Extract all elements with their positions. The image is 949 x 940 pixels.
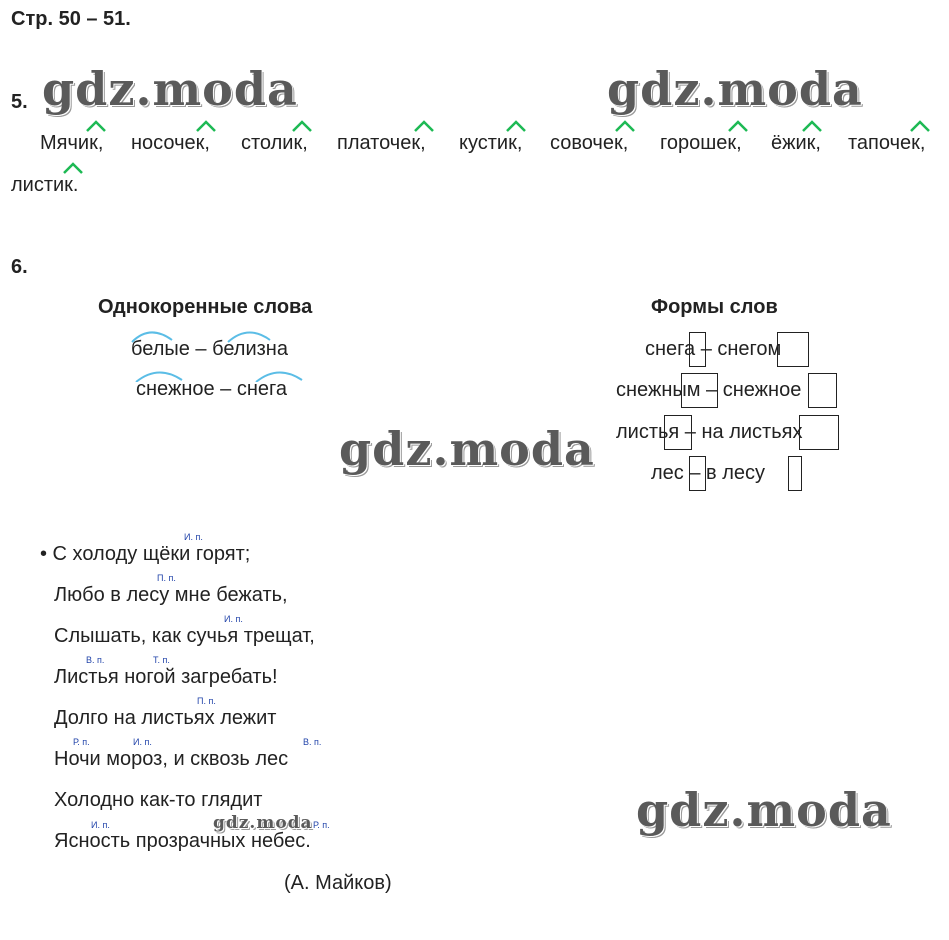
poem-line: Листья ногой загребать! [54, 666, 278, 688]
watermark-logo: gdz.moda [213, 813, 313, 833]
column-title: Формы слов [651, 296, 778, 318]
ending-box [777, 332, 809, 367]
case-label: В. п. [303, 737, 322, 747]
poem-line: Холодно как-то глядит [54, 789, 263, 811]
exercise-number: 6. [11, 256, 28, 278]
poem-line: Слышать, как сучья трещат, [54, 625, 315, 647]
word-forms-row: снежным – снежное [616, 379, 802, 401]
word-list-item: листик. [11, 174, 79, 196]
ending-box [664, 415, 692, 450]
word-list-item: платочек, [337, 132, 426, 154]
watermark-logo: gdz.moda [339, 422, 595, 476]
page-header: Стр. 50 – 51. [11, 8, 131, 30]
word-list-item: кустик, [459, 132, 523, 154]
suffix-mark-icon [195, 120, 217, 132]
word-list-item: тапочек, [848, 132, 926, 154]
watermark-logo: gdz.moda [636, 783, 892, 837]
poem-line: Ясность прозрачных небес. [54, 830, 311, 852]
case-label: П. п. [157, 573, 176, 583]
poem-line: Долго на листьях лежит [54, 707, 277, 729]
case-label: П. п. [197, 696, 216, 706]
suffix-mark-icon [801, 120, 823, 132]
suffix-mark-icon [505, 120, 527, 132]
suffix-mark-icon [727, 120, 749, 132]
word-forms-row: снега – снегом [645, 338, 782, 360]
ending-box [788, 456, 802, 491]
case-label: И. п. [224, 614, 243, 624]
word-list-item: Мячик, [40, 132, 104, 154]
suffix-mark-icon [85, 120, 107, 132]
case-label: И. п. [133, 737, 152, 747]
poem-line: Любо в лесу мне бежать, [54, 584, 288, 606]
ending-box [681, 373, 718, 408]
case-label: Р. п. [73, 737, 90, 747]
case-label: В. п. [86, 655, 105, 665]
suffix-mark-icon [291, 120, 313, 132]
exercise-number: 5. [11, 91, 28, 113]
ending-box [808, 373, 837, 408]
case-label: И. п. [91, 820, 110, 830]
column-title: Однокоренные слова [98, 296, 313, 318]
word-list-item: столик, [241, 132, 308, 154]
word-list-item: носочек, [131, 132, 210, 154]
related-words-row: снежное – снега [136, 378, 287, 400]
watermark-logo: gdz.moda [607, 62, 863, 116]
suffix-mark-icon [413, 120, 435, 132]
word-list-item: ёжик, [771, 132, 821, 154]
poem-author: (А. Майков) [284, 872, 392, 894]
poem-line: Ночи мороз, и сквозь лес [54, 748, 289, 770]
word-forms-row: лес – в лесу [651, 462, 766, 484]
suffix-mark-icon [614, 120, 636, 132]
ending-box [689, 332, 706, 367]
ending-box [799, 415, 839, 450]
suffix-mark-icon [62, 162, 84, 174]
case-label: Т. п. [153, 655, 170, 665]
suffix-mark-icon [909, 120, 931, 132]
word-forms-row: листья – на листьях [616, 421, 803, 443]
case-label: Р. п. [313, 820, 330, 830]
poem-line: • С холоду щёки горят; [40, 543, 251, 565]
case-label: И. п. [184, 532, 203, 542]
related-words-row: белые – белизна [131, 338, 288, 360]
watermark-logo: gdz.moda [42, 62, 298, 116]
word-list-item: совочек, [550, 132, 629, 154]
word-list-item: горошек, [660, 132, 742, 154]
ending-box [689, 456, 706, 491]
